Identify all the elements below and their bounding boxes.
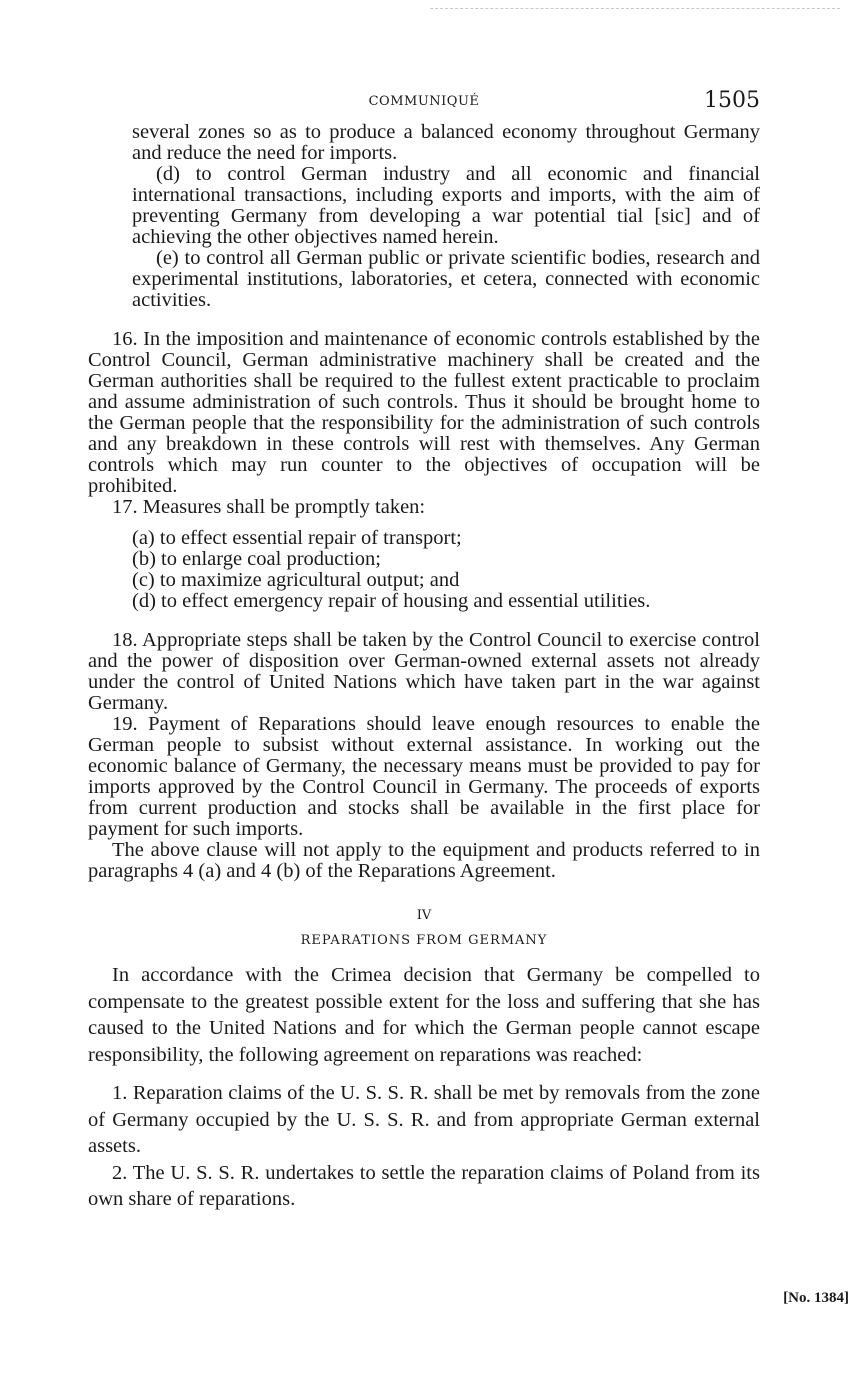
upper-body [88,122,760,882]
list-item: (d) to effect emergency repair of housing and essential utilities. [132,590,651,612]
section-title: REPARATIONS FROM GERMANY [300,933,548,948]
paragraph-17-list [88,528,760,612]
paragraph-19-clause: The above clause will not apply to the equipment and products referred to in paragraphs 4 (a) and 4 (b) of the Reparations Agreement. [88,839,760,882]
reparations-body [88,962,760,1213]
page-number: 1505 [704,88,760,113]
section-number: IV [416,908,432,923]
subparagraph-d: (d) to control German industry and all economic and financial international transactions, including exports and imports, with the aim of preventing Germany from developing a war potential tial [sic] and of achieving the other objectives named herein. [132,163,760,248]
paragraph-16: 16. In the imposition and maintenance of economic controls established by the Control Council, German administrative machinery shall be created and the German authorities shall be required to the fullest extent practicable to proclaim and assume administration of such controls. Thus it should be brought home to the German people that the responsibility for the administration of such controls and any breakdown in these controls will rest with themselves. Any German controls which may run counter to the objectives of occupation will be prohibited. [88,328,760,497]
subparagraph-e: (e) to control all German public or private scientific bodies, research and experimental institutions, laboratories, et cetera, connected with economic activities. [132,247,760,311]
paragraph-19: 19. Payment of Reparations should leave enough resources to enable the German people to subsist without external assistance. In working out the economic balance of Germany, the necessary means must be provided to pay for imports approved by the Control Council in Germany. The proceeds of exports from current production and stocks shall be available in the first place for payment for such imports. [88,713,760,840]
paragraph-17: 17. Measures shall be promptly taken: [112,496,426,518]
paragraph-18: 18. Appropriate steps shall be taken by the Control Council to exercise control and the power of disposition over German-owned external assets not already under the control of United Nations which have taken part in the war against Germany. [88,629,760,714]
running-title: COMMUNIQUÉ [368,94,480,109]
document-page [88,88,760,1213]
continued-paragraph: several zones so as to produce a balanced economy throughout Germany and reduce the need for imports. [132,121,760,164]
list-item: (b) to enlarge coal production; [132,548,381,570]
scan-top-edge [430,8,840,9]
continued-subparagraphs [88,122,760,311]
list-item: (a) to effect essential repair of transport; [132,527,462,549]
page-header [88,88,760,122]
list-item: (c) to maximize agricultural output; and [132,569,460,591]
reparations-item-1: 1. Reparation claims of the U. S. S. R. shall be met by removals from the zone of Germany occupied by the U. S. S. R. and from appropriate German external assets. [88,1082,760,1157]
document-number: [No. 1384] [783,1290,849,1306]
reparations-intro: In accordance with the Crimea decision that Germany be compelled to compensate to the greatest possible extent for the loss and suffering that she has caused to the United Nations and for which the German people cannot escape responsibility, the following agreement on reparations was reached: [88,964,760,1066]
reparations-item-2: 2. The U. S. S. R. undertakes to settle the reparation claims of Poland from its own share of reparations. [88,1161,760,1210]
